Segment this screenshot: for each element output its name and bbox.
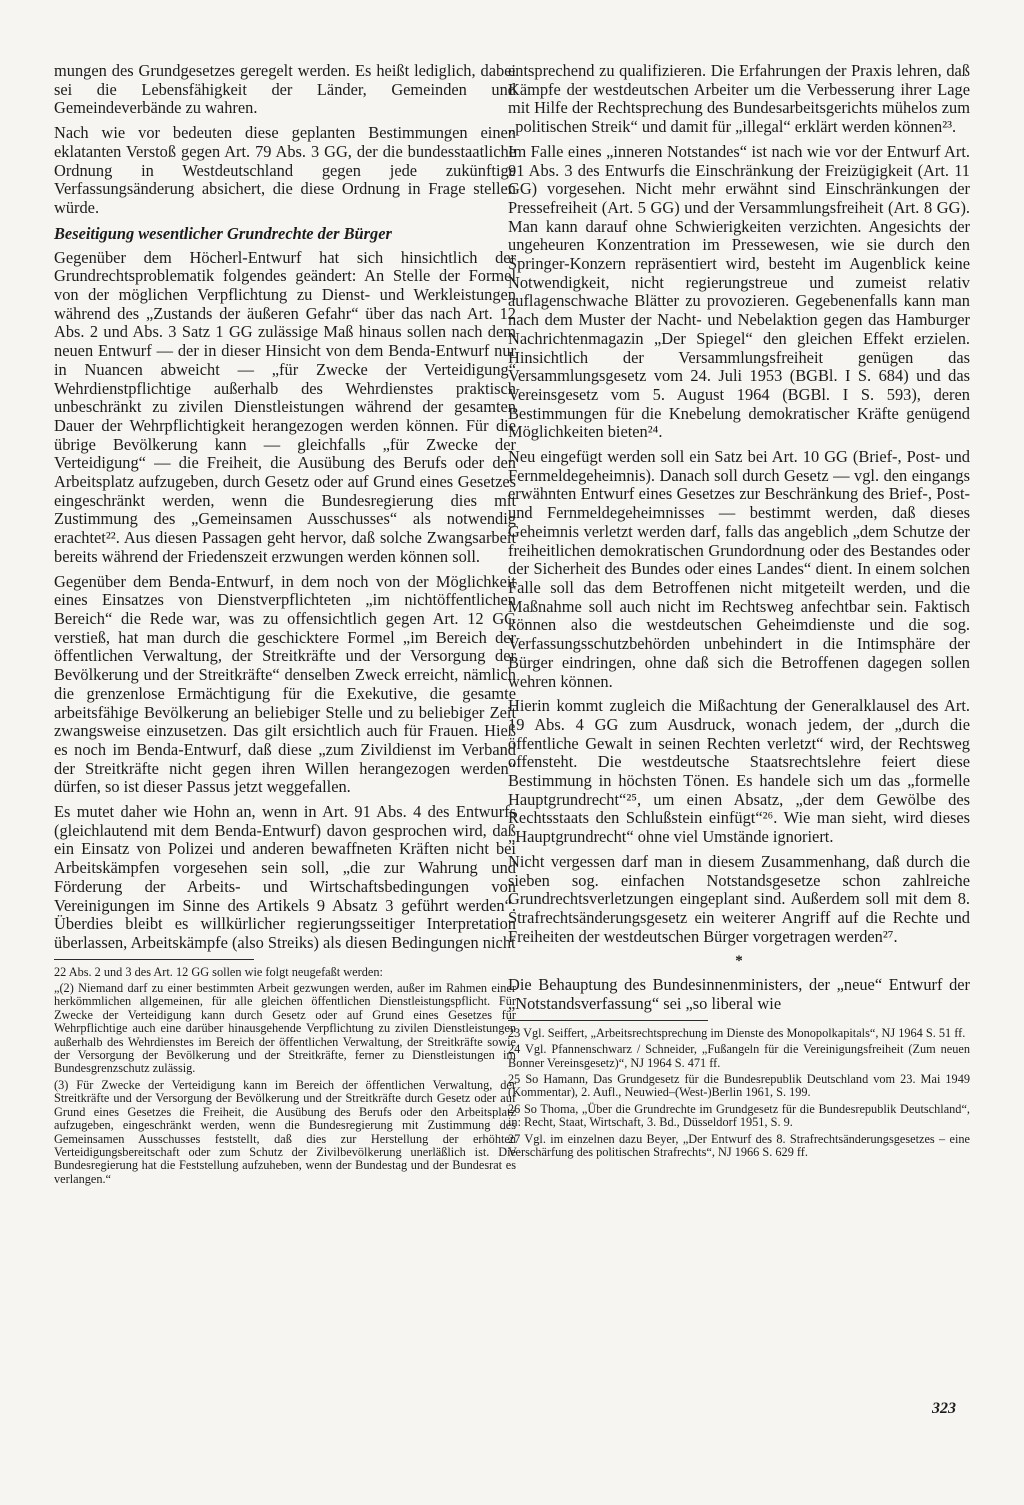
body-paragraph: Nach wie vor bedeuten diese geplanten Bestimmungen einen eklatanten Verstoß gegen Art. 79 Abs. 3 GG, der die bundesstaatliche Ordnung in Westdeutschland gegen jede zukünftige Verfassungsänderung absichert, die diese Ordnung in Frage stellen würde. <box>54 123 516 217</box>
right-column <box>508 62 970 1162</box>
body-paragraph: Hierin kommt zugleich die Mißachtung der Generalklausel des Art. 19 Abs. 4 GG zum Ausdruck, wonach jedem, der „durch die öffentliche Gewalt in seinen Rechten verletzt“ wird, der Rechtsweg offensteht. Die westdeutsche Staatsrechtslehre feiert diese Bestimmung in höchsten Tönen. Es handele sich um das „formelle Hauptgrundrecht“²⁵, um einen Absatz, „der dem Gewölbe des Rechtsstaats den Schlußstein einfügt“²⁶. Wie man sieht, wird dieses „Hauptgrundrecht“ ohne viel Umstände ignoriert. <box>508 696 970 847</box>
footnote: 25 So Hamann, Das Grundgesetz für die Bundesrepublik Deutschland vom 23. Mai 1949 (Kommentar), 2. Aufl., Neuwied–(West-)Berlin 1961, S. 199. <box>508 1071 970 1100</box>
footnote: „(2) Niemand darf zu einer bestimmten Arbeit gezwungen werden, außer im Rahmen einer herkömmlichen allgemeinen, für alle gleichen öffentlichen Dienstleistungspflicht. Für Zwecke der Verteidigung kann durch Gesetz oder auf Grund eines Gesetzes für Wehrpflichtige auch eine darüber hinausgehende Verpflichtung zu zivilen Dienstleistungen außerhalb des Wehrdienstes im Bereich der öffentlichen Verwaltung, der Streitkräfte sowie der Versorgung der Bevölkerung und der Streitkräfte, ferner zu Dienstleistungen im Bundesgrenzschutz zulässig. <box>54 981 516 1076</box>
body-paragraph: Im Falle eines „inneren Notstandes“ ist nach wie vor der Entwurf Art. 91 Abs. 3 des Entwurfs die Einschränkung der Freizügigkeit (Art. 11 GG) vorgesehen. Nicht mehr erwähnt sind Einschränkungen der Pressefreiheit (Art. 5 GG) und der Versammlungsfreiheit (Art. 8 GG). Man kann darauf ohne Schwierigkeiten verzichten. Angesichts der ungeheuren Konzentration im Pressewesen, wie sie durch den Springer-Konzern repräsentiert wird, besteht im Augenblick keine Notwendigkeit, nicht regierungstreue und zumeist relativ auflagenschwache Blätter zu provozieren. Gegebenenfalls kann man nach dem Muster der Nacht- und Nebelaktion gegen das Hamburger Nachrichtenmagazin „Der Spiegel“ den gleichen Effekt erzielen. Hinsichtlich der Versammlungsfreiheit genügen das Versammlungsgesetz vom 24. Juli 1953 (BGBl. I S. 684) und das Vereinsgesetz vom 5. August 1964 (BGBl. I S. 593), deren Bestimmungen für die Knebelung demokratischer Kräfte genügend Möglichkeiten bieten²⁴. <box>508 141 970 442</box>
body-paragraph: Nicht vergessen darf man in diesem Zusammenhang, daß durch die sieben sog. einfachen Notstandsgesetze schon zahlreiche Grundrechtsverletzungen eingeplant sind. Außerdem soll mit dem 8. Strafrechtsänderungsgesetz ein weiterer Angriff auf die Rechte und Freiheiten der westdeutschen Bürger vorgetragen werden²⁷. <box>508 851 970 946</box>
body-paragraph: Es mutet daher wie Hohn an, wenn in Art. 91 Abs. 4 des Entwurfs (gleichlautend mit dem Benda-Entwurf) davon gesprochen wird, daß ein Einsatz von Polizei und anderen bewaffneten Kräften nicht bei Arbeitskämpfen vorgesehen sein soll, „die zur Wahrung und Förderung der Arbeits- und Wirtschaftsbedingungen von Vereinigungen im Sinne des Artikels 9 Absatz 3 geführt werden“. Überdies bleibt es willkürlicher regierungsseitiger Interpretation überlassen, Arbeitskämpfe (also Streiks) als diesen Bedingungen nicht <box>54 802 516 952</box>
body-paragraph: Gegenüber dem Benda-Entwurf, in dem noch von der Möglichkeit eines Einsatzes von Dienstverpflichteten „im nichtöffentlichen Bereich“ die Rede war, was zu offensichtlich gegen Art. 12 GG verstieß, hat man durch die geschicktere Formel „im Bereich der öffentlichen Verwaltung, der Streitkräfte und der Versorgung der Bevölkerung und der Streitkräfte“ denselben Zweck erreicht, nämlich die grenzenlose Ermächtigung für die Exekutive, die gesamte arbeitsfähige Bevölkerung an beliebiger Stelle und zu beliebiger Zeit zwangsweise einzusetzen. Das gilt ersichtlich auch für Frauen. Hieß es noch im Benda-Entwurf, daß diese „zum Zivildienst im Verband der Streitkräfte nicht gegen ihren Willen herangezogen werden“ dürfen, so ist dieser Passus jetzt weggefallen. <box>54 571 516 797</box>
page-number: 323 <box>932 1400 956 1417</box>
body-paragraph: mungen des Grundgesetzes geregelt werden. Es heißt lediglich, dabei sei die Lebensfähigkeit der Länder, Gemeinden und Gemeindeverbände zu wahren. <box>54 61 516 118</box>
footnote: 22 Abs. 2 und 3 des Art. 12 GG sollen wie folgt neugefaßt werden: <box>54 964 383 979</box>
footnote-divider <box>54 959 254 960</box>
section-heading: Beseitigung wesentlicher Grundrechte der Bürger <box>54 223 392 243</box>
footnote: 26 So Thoma, „Über die Grundrechte im Grundgesetz für die Bundesrepublik Deutschland“, in: Recht, Staat, Wirtschaft, 3. Bd., Düsseldorf 1951, S. 9. <box>508 1101 970 1130</box>
body-paragraph: Neu eingefügt werden soll ein Satz bei Art. 10 GG (Brief-, Post- und Fernmeldegeheimnis). Danach soll durch Gesetz — vgl. den eingangs erwähnten Entwurf eines Gesetzes zur Beschränkung des Brief-, Post- und Fernmeldegeheimnisses — bestimmt werden, daß dieses Geheimnis verletzt werden darf, falls das angeblich „dem Schutze der freiheitlichen demokratischen Grundordnung oder des Bestandes oder der Sicherheit des Bundes oder eines Landes“ dient. In einem solchen Falle soll das dem Betroffenen nicht mitgeteilt werden, und die Maßnahme soll auch nicht im Rechtsweg anfechtbar sein. Faktisch können also die westdeutschen Geheimdienste und die sog. Verfassungsschutzbehörden unbehindert in die Intimsphäre der Bürger eindringen, ohne daß sich die Betroffenen dagegen sollen wehren können. <box>508 447 970 691</box>
section-separator: * <box>735 953 743 970</box>
footnote: 23 Vgl. Seiffert, „Arbeitsrechtsprechung im Dienste des Monopolkapitals“, NJ 1964 S. 51 ff. <box>508 1025 966 1040</box>
footnote: 24 Vgl. Pfannenschwarz / Schneider, „Fußangeln für die Vereinigungsfreiheit (Zum neuen Bonner Vereinsgesetz)“, NJ 1964 S. 471 ff. <box>508 1042 970 1070</box>
footnote-divider <box>508 1020 708 1021</box>
body-paragraph: Gegenüber dem Höcherl-Entwurf hat sich hinsichtlich der Grundrechtsproblematik folgendes geändert: An Stelle der Formel von der möglichen Verpflichtung zu Dienst- und Werkleistungen während des „Zustands der äußeren Gefahr“ über das nach Art. 12 Abs. 2 und Abs. 3 Satz 1 GG zulässige Maß hinaus sollen nach dem neuen Entwurf — der in dieser Hinsicht von dem Benda-Entwurf nur in Nuancen abweicht — „für Zwecke der Verteidigung“ Wehrdienstpflichtige außerhalb des Wehrdienstes praktisch unbeschränkt zu zivilen Dienstleistungen während der gesamten Dauer der Wehrpflichtigkeit herangezogen werden können. Für die übrige Bevölkerung kann — gleichfalls „für Zwecke der Verteidigung“ — die Freiheit, die Ausübung des Berufs oder den Arbeitsplatz aufzugeben, durch Gesetz oder auf Grund eines Gesetzes eingeschränkt werden, wenn die Bundesregierung dies mit Zustimmung des „Gemeinsamen Ausschusses“ als notwendig erachtet²². Aus diesen Passagen geht hervor, daß solche Zwangsarbeit bereits während der Friedenszeit erzwungen werden können soll. <box>54 247 516 566</box>
footnote: 27 Vgl. im einzelnen dazu Beyer, „Der Entwurf des 8. Strafrechtsänderungsgesetzes – eine Verschärfung des politischen Strafrechts“, NJ 1966 S. 629 ff. <box>508 1131 970 1159</box>
closing-paragraph: Die Behauptung des Bundesinnenministers, der „neue“ Entwurf der „Notstandsverfassung“ sei „so liberal wie <box>508 975 970 1014</box>
footnote: (3) Für Zwecke der Verteidigung kann im Bereich der öffentlichen Verwaltung, der Streitkräfte und der Versorgung der Bevölkerung und der Streitkräfte durch Gesetz oder auf Grund eines Gesetzes die Freiheit, die Ausübung des Berufs oder den Arbeitsplatz aufzugeben, eingeschränkt werden, wenn die Bundesregierung mit Zustimmung des Gemeinsamen Ausschusses feststellt, daß dies zur Herstellung der erhöhten Verteidigungsbereitschaft oder zum Schutz der Zivilbevölkerung unerläßlich ist. Die Bundesregierung hat die Feststellung aufzuheben, wenn der Bundestag und der Bundesrat es verlangen.“ <box>54 1077 516 1186</box>
body-paragraph: entsprechend zu qualifizieren. Die Erfahrungen der Praxis lehren, daß Kämpfe der westdeutschen Arbeiter um die Verbesserung ihrer Lage mit Hilfe der Rechtsprechung des Bundesarbeitsgerichts mühelos zum „politischen Streik“ und damit für „illegal“ erklärt werden können²³. <box>508 61 970 137</box>
left-column <box>54 62 516 1189</box>
